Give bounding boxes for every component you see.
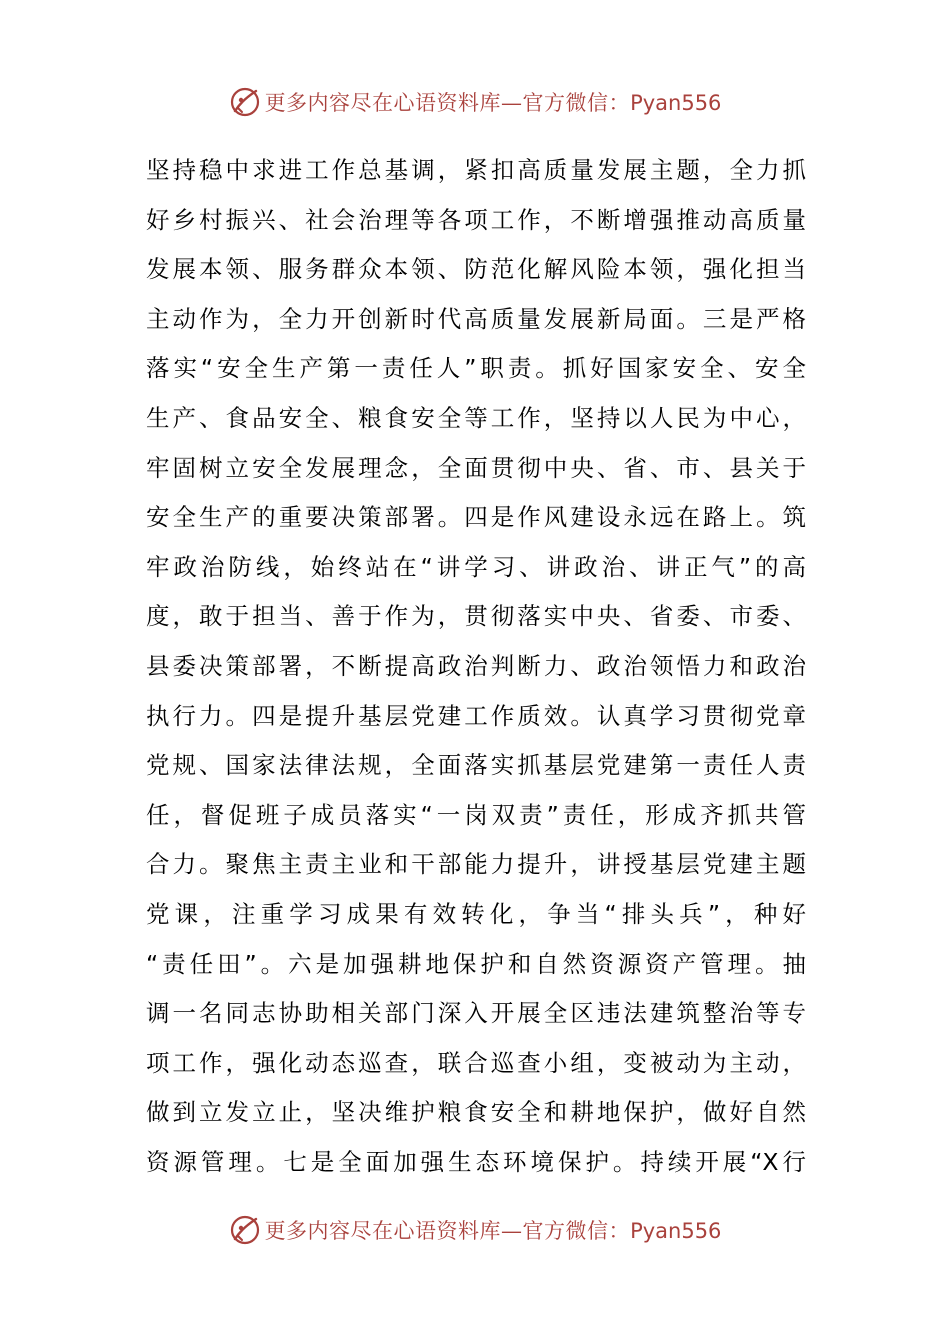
body-line: 党规、国家法律法规，全面落实抓基层党建第一责任人责 <box>146 751 806 780</box>
body-line: 执行力。四是提升基层党建工作质效。认真学习贯彻党章 <box>146 701 806 730</box>
body-line: 资源管理。七是全面加强生态环境保护。持续开展“X行 <box>146 1147 806 1176</box>
body-line: 发展本领、服务群众本领、防范化解风险本领，强化担当 <box>146 255 806 284</box>
body-line: 好乡村振兴、社会治理等各项工作，不断增强推动高质量 <box>146 205 806 234</box>
document-body <box>146 146 806 1187</box>
body-line: 落实“安全生产第一责任人”职责。抓好国家安全、安全 <box>146 354 806 383</box>
body-line: 做到立发立止，坚决维护粮食安全和耕地保护，做好自然 <box>146 1098 806 1127</box>
body-line: 党课，注重学习成果有效转化，争当“排头兵”，种好 <box>146 899 806 928</box>
watermark-text: 更多内容尽在心语资料库—官方微信：Pyan556 <box>264 1219 722 1243</box>
watermark-text: 更多内容尽在心语资料库—官方微信：Pyan556 <box>264 91 722 115</box>
body-line: 调一名同志协助相关部门深入开展全区违法建筑整治等专 <box>146 999 806 1028</box>
body-line: 生产、食品安全、粮食安全等工作，坚持以人民为中心， <box>146 403 806 432</box>
body-line: 县委决策部署，不断提高政治判断力、政治领悟力和政治 <box>146 651 806 680</box>
pen-logo-icon <box>229 86 261 118</box>
body-line: “责任田”。六是加强耕地保护和自然资源资产管理。抽 <box>146 949 806 978</box>
body-line: 牢政治防线，始终站在“讲学习、讲政治、讲正气”的高 <box>146 552 806 581</box>
body-line: 合力。聚焦主责主业和干部能力提升，讲授基层党建主题 <box>146 850 806 879</box>
body-line: 度，敢于担当、善于作为，贯彻落实中央、省委、市委、 <box>146 602 806 631</box>
pen-logo-icon <box>229 1214 261 1246</box>
watermark-wechat-id: Pyan556 <box>630 1219 722 1243</box>
watermark-wechat-id: Pyan556 <box>630 91 722 115</box>
header-watermark <box>0 82 950 122</box>
body-line: 牢固树立安全发展理念，全面贯彻中央、省、市、县关于 <box>146 453 806 482</box>
body-line: 坚持稳中求进工作总基调，紧扣高质量发展主题，全力抓 <box>146 156 806 184</box>
body-line: 项工作，强化动态巡查，联合巡查小组，变被动为主动， <box>146 1048 806 1077</box>
body-line: 主动作为，全力开创新时代高质量发展新局面。三是严格 <box>146 304 806 333</box>
footer-watermark <box>0 1210 950 1250</box>
body-line: 安全生产的重要决策部署。四是作风建设永远在路上。筑 <box>146 503 806 532</box>
body-line: 任，督促班子成员落实“一岗双责”责任，形成齐抓共管 <box>146 800 806 829</box>
